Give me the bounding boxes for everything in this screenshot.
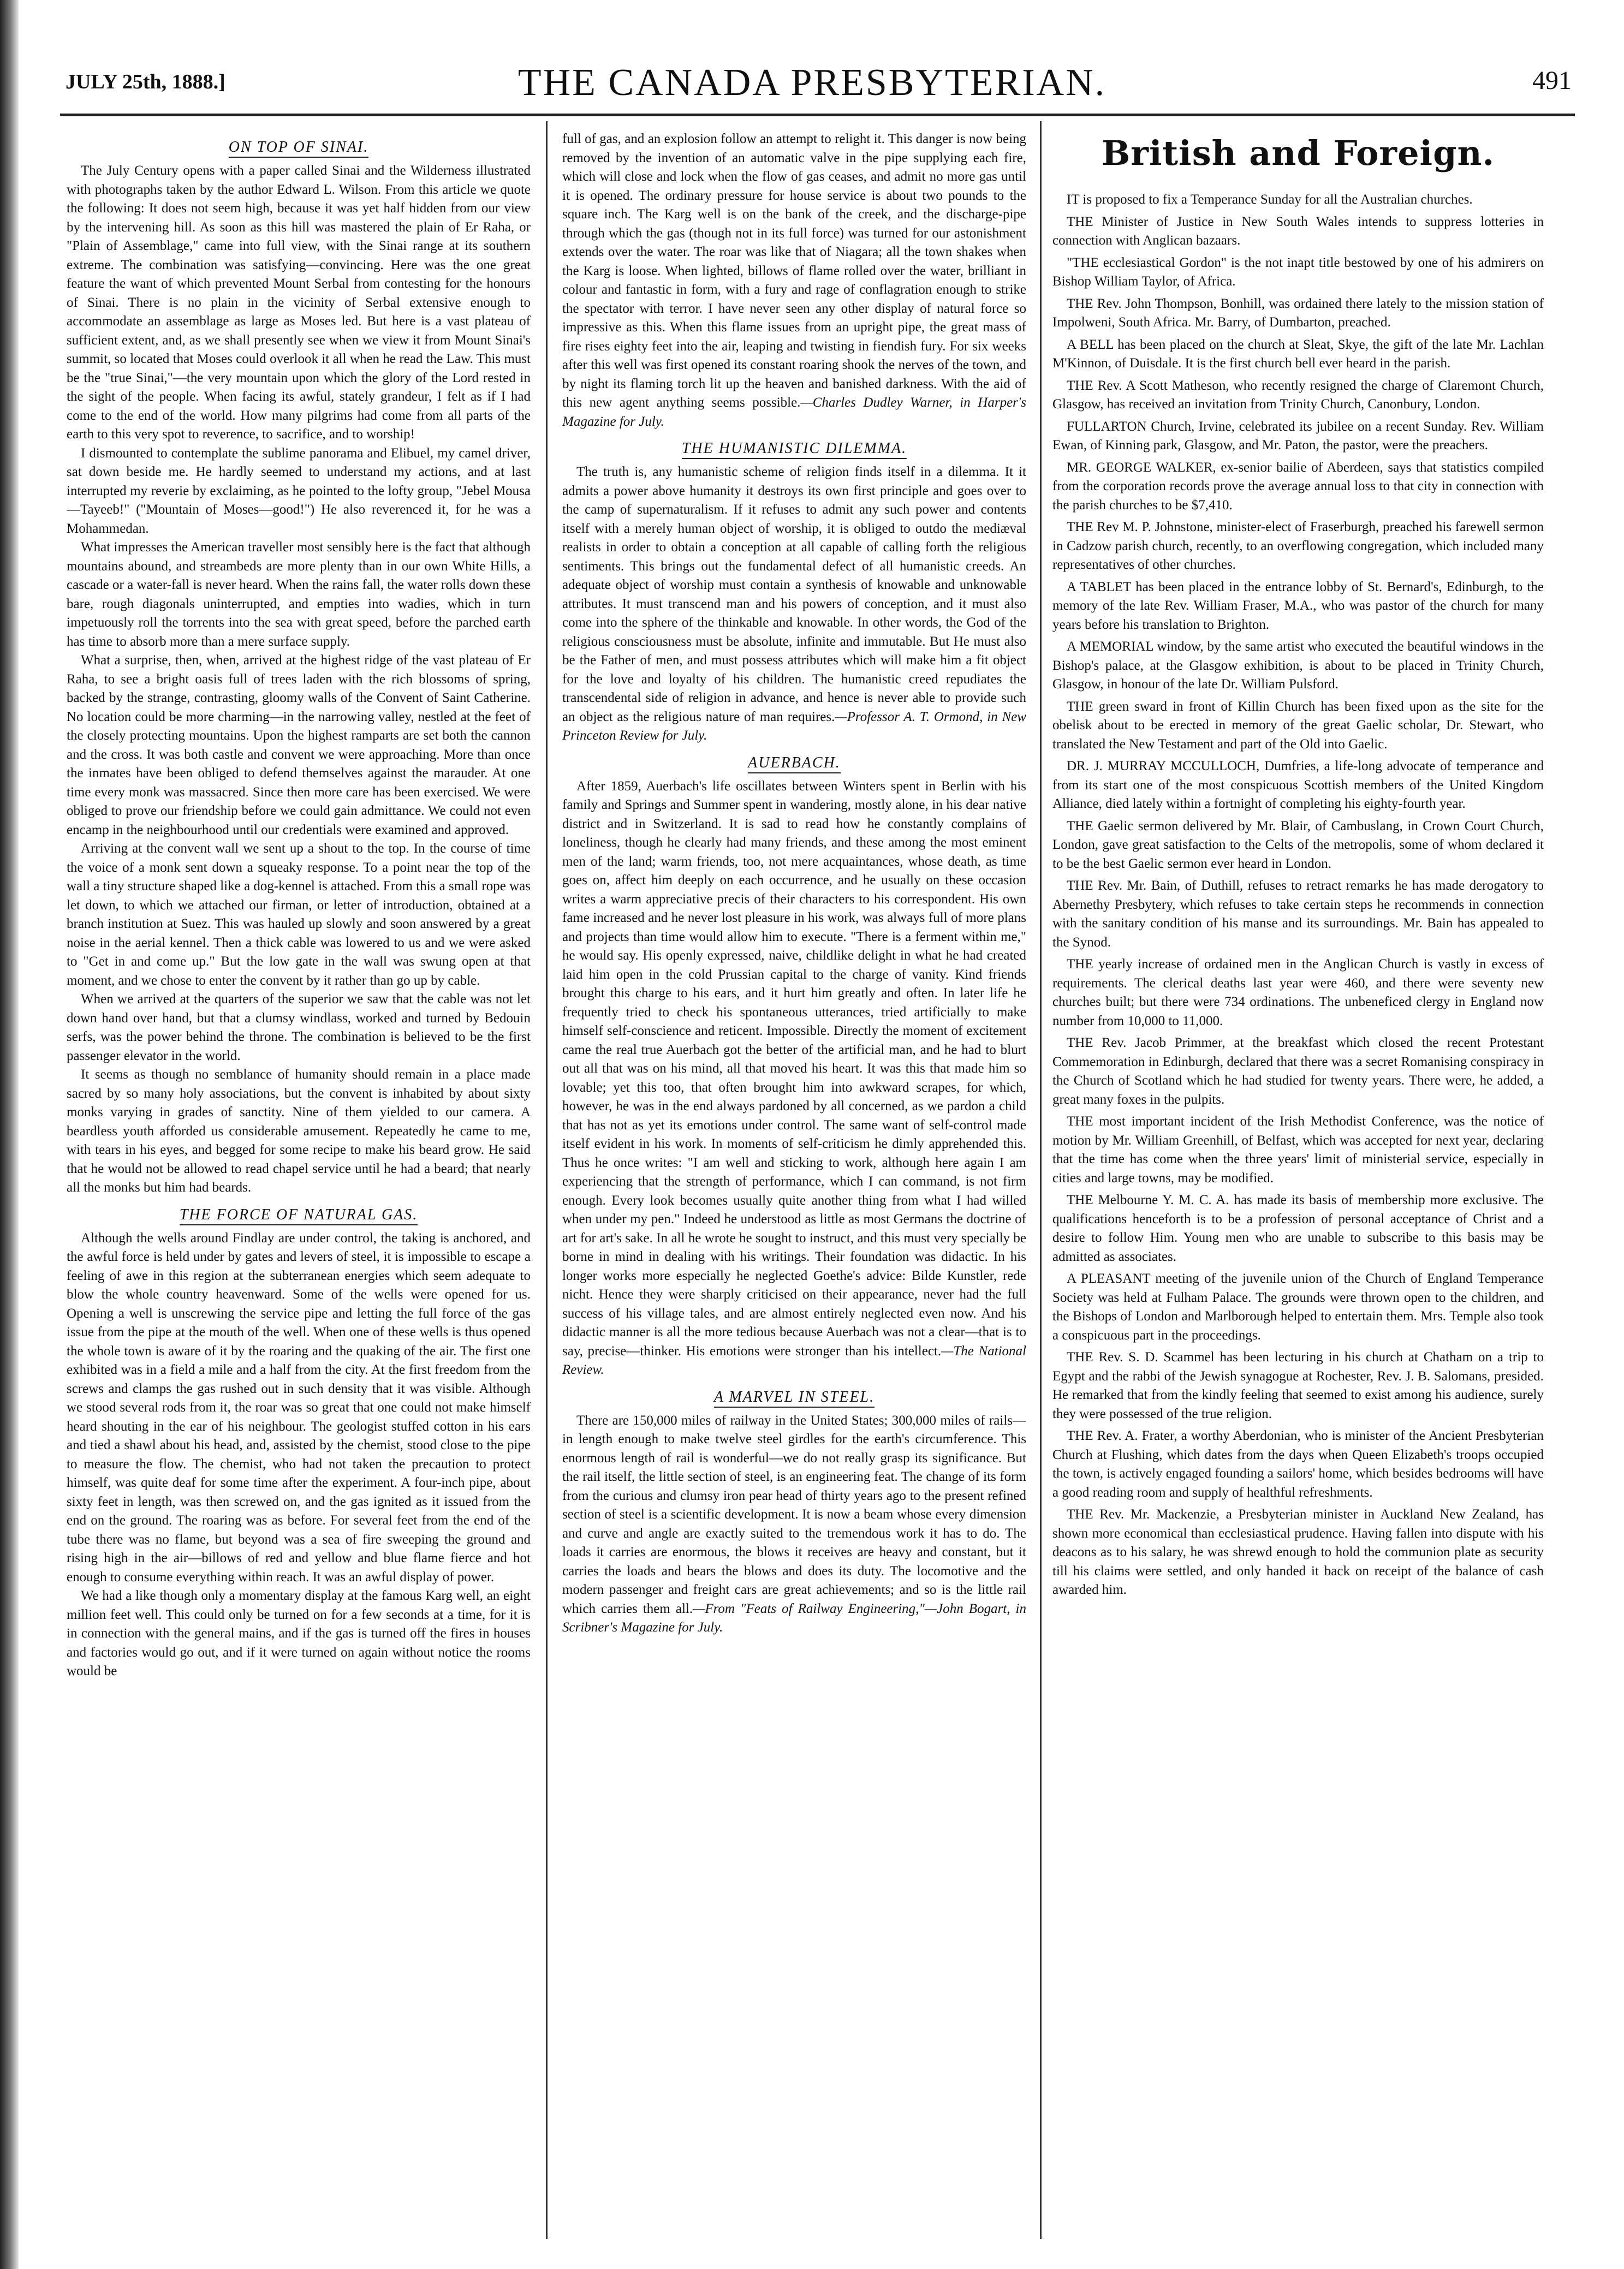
humanistic-source: —Professor A. T. Ormond, in New Princeton Review for July. [562, 709, 1026, 743]
news-item: IT is proposed to fix a Temperance Sunday for all the Australian churches. [1067, 192, 1473, 207]
news-item: THE most important incident of the Irish Methodist Conference, was the notice of motion by Mr. William Greenhill, of Belfast, which was accepted for next year, declaring that the time has come when the three years' limit of ministerial service, especially in cities and large towns, may be modified. [1052, 1114, 1544, 1186]
column-3 [1052, 130, 1544, 2248]
news-item: THE Rev. Mr. Bain, of Duthill, refuses to retract remarks he has made derogatory to Abernethy Presbytery, which refuses to take certain steps he recommends in connection with the sanitary condition of his manse and its surroundings. Mr. Bain has appealed to the Synod. [1052, 878, 1544, 950]
gas-source: —Charles Dudley Warner, in Harper's Magazine for July. [562, 395, 1026, 429]
sinai-paragraph: I dismounted to contemplate the sublime panorama and Elibuel, my camel driver, sat down beside me. He hardly seemed to understand my actions, and at last interrupted my reverie by exclaiming, as he pointed to the lofty group, "Jebel Mousa—Tayeeb!" ("Mountain of Moses—good!") He also reverenced it, for he was a Mohammedan. [67, 445, 531, 536]
sinai-paragraph: Arriving at the convent wall we sent up a shout to the top. In the course of time the voice of a monk sent down a squeaky response. To a point near the top of the wall a tiny structure shaped like a dog-kennel is attached. From this a small rope was let down, to which we attached our firman, or letter of introduction, obtained at a branch institution at Suez. This was hauled up slowly and soon answered by a great noise in the aerial kennel. Then a thick cable was lowered to us and we were asked to "Get in and come up." But the low gate in the wall was swung open at that moment, and we chose to enter the convent by it rather than go up by cable. [67, 841, 531, 988]
column-divider-1 [546, 121, 548, 2239]
news-item: A MEMORIAL window, by the same artist who executed the beautiful windows in the Bishop's palace, at the Glasgow exhibition, is about to be placed in Trinity Church, Glasgow, in honour of the late Dr. William Pulsford. [1052, 639, 1544, 692]
gas-paragraph: We had a like though only a momentary display at the famous Karg well, an eight million feet well. This could only be turned on for a few seconds at a time, for it is in connection with the general mains, and if the gas is turned off the fires in houses and factories would go out, and if it were turned on again without notice the rooms would be [67, 1588, 531, 1678]
column-1 [67, 130, 531, 2248]
news-item: MR. GEORGE WALKER, ex-senior bailie of Aberdeen, says that statistics compiled from the corporation records prove the average annual loss to that city in connection with the parish churches to be $7,410. [1052, 460, 1544, 513]
section-heading-natural-gas: THE FORCE OF NATURAL GAS. [67, 1206, 531, 1224]
news-item: "THE ecclesiastical Gordon" is the not inapt title bestowed by one of his admirers on Bishop William Taylor, of Africa. [1052, 255, 1544, 289]
gas-paragraph: Although the wells around Findlay are under control, the taking is anchored, and the awful force is held under by gates and levers of steel, it is impossible to escape a feeling of awe in this region at the subterranean energies which seem adequate to blow the whole country heavenward. Some of the wells were opened for us. Opening a well is unscrewing the service pipe and letting the full force of the gas issue from the pipe at the mouth of the well. When one of these wells is thus opened the whole town is aware of it by the roaring and the quaking of the air. The first one exhibited was in a field a mile and a half from the city. At the first freedom from the screws and clamps the gas rushed out in such density that it was visible. Although we stood several rods from it, the roar was so great that one could not make himself heard shouting in the ear of his neighbour. The geologist stuffed cotton in his ears and tied a shawl about his head, and, assisted by the chemist, stood close to the pipe to measure the flow. The chemist, who had not taken the precaution to protect himself, was quite deaf for some time after the experiment. A four-inch pipe, about sixty feet in length, was then screwed on, and the gas ignited as it issued from the end on the ground. The roaring was as before. For several feet from the end of the tube there was no flame, but beyond was a sea of fire sweeping the ground and rising high in the air—billows of red and yellow and blue flame fierce and hot enough to consume everything within reach. It was an awful display of power. [67, 1230, 531, 1585]
news-item: A BELL has been placed on the church at Sleat, Skye, the gift of the late Mr. Lachlan M'Kinnon, of Duisdale. It is the first church bell ever heard in the parish. [1052, 337, 1544, 371]
steel-source: —From "Feats of Railway Engineering,"—John Bogart, in Scribner's Magazine for July. [562, 1601, 1026, 1635]
news-item: THE Minister of Justice in New South Wales intends to suppress lotteries in connection with Anglican bazaars. [1052, 214, 1544, 248]
news-item: THE green sward in front of Killin Church has been fixed upon as the site for the obelisk about to be erected in memory of the great Gaelic scholar, Dr. Stewart, who translated the New Testament and part of the Old into Gaelic. [1052, 699, 1544, 752]
humanistic-paragraph: The truth is, any humanistic scheme of religion finds itself in a dilemma. It it admits a power above humanity it destroys its own first principle and goes over to the camp of supernaturalism. If it refuses to admit any such power and contents itself with a merely human object of worship, it is obliged to outdo the mediæval realists in order to obtain a conception at all capable of calling forth the religious sentiments. This brings out the fundamental defect of all humanistic creeds. An adequate object of worship must contain a synthesis of knowable and unknowable attributes. It must transcend man and his powers of conception, and it must also come into the sphere of the thinkable and knowable. In other words, the God of the religious consciousness must be absolute, infinite and immutable. But He must also be the Father of men, and must possess attributes which will make him a fit object for the love and loyalty of his children. The humanistic creed repudiates the transcendental side of religion in advance, and hence is never able to provide such an object as the religious nature of man requires.—Professor A. T. Ormond, in New Princeton Review for July. [562, 464, 1026, 743]
news-item: A TABLET has been placed in the entrance lobby of St. Bernard's, Edinburgh, to the memory of the late Rev. William Fraser, M.A., who was pastor of the church for many years before his translation to Brighton. [1052, 579, 1544, 632]
news-item: THE Rev. Mr. Mackenzie, a Presbyterian minister in Auckland New Zealand, has shown more economical than ecclesiastical prudence. Having fallen into dispute with his deacons as to his salary, he was shrewd enough to hold the communion plate as security till his claims were settled, and only handed it back on receipt of the balance of cash awarded him. [1052, 1507, 1544, 1597]
sinai-paragraph: When we arrived at the quarters of the superior we saw that the cable was not let down hand over hand, but that a clumsy windlass, worked and turned by Bedouin serfs, was the power behind the throne. The combination is believed to be the first passenger elevator in the world. [67, 992, 531, 1063]
page-number: 491 [1532, 66, 1572, 95]
section-heading-sinai: ON TOP OF SINAI. [67, 139, 531, 156]
news-item: THE Rev. A Scott Matheson, who recently resigned the charge of Claremont Church, Glasgow, has received an invitation from Trinity Church, Canonbury, London. [1052, 378, 1544, 412]
auerbach-paragraph: After 1859, Auerbach's life oscillates between Winters spent in Berlin with his family and Springs and Summer spent in wandering, mostly alone, in his dear native district and in Switzerland. It is sad to read how he constantly complains of loneliness, though he clearly had many friends, and these among the most eminent men of the land; warm friends, too, not mere acquaintances, whose death, as time goes on, affect him deeply on each occurrence, and he usually on these occasion writes a warm appreciative precis of their characters to his correspondent. His own fame increased and he never lost pleasure in his work, was always full of more plans and projects than time would allow him to execute. "There is a ferment within me," he would say. His openly expressed, naive, childlike delight in what he had created laid him open in the cold Prussian capital to the charge of vanity. Kind friends brought this charge to his ears, and it hurt him greatly and often. In later life he frequently tried to check his spontaneous utterances, tried artificially to make himself self-conscience and reticent. Impossible. Directly the moment of excitement came the real true Auerbach got the better of the artificial man, and he had to blurt out all that was on his mind, all that moved his heart. It was this that made him so lovable; yet this too, that often brought him into awkward scrapes, for which, however, he was in the end always pardoned by all concerned, as we pardon a child that has not as yet its emotions under control. The same want of self-control made itself evident in his work. In moments of self-criticism he dimly apprehended this. Thus he once writes: "I am well and sticking to work, although here again I am experiencing that the strength of performance, which I can command, is not firm enough. Every look becomes usually quite another thing from what I had willed when under my pen." Indeed he understood as little as most Germans the doctrine of art for art's sake. In all he wrote he sought to instruct, and this must very specially be borne in mind in dealing with his writings. Their foundation was didactic. In his longer works more especially he neglected Goethe's advice: Bilde Kunstler, rede nicht. Hence they were sharply criticised on their appearance, never had the full success of his village tales, and are almost entirely neglected even now. And his didactic manner is all the more tedious because Auerbach was not a clear—that is to say, precise—thinker. His emotions were stronger than his intellect.—The National Review. [562, 778, 1026, 1377]
gas-continued-paragraph: full of gas, and an explosion follow an attempt to relight it. This danger is now being removed by the invention of an automatic valve in the pipe supplying each fire, which will close and lock when the flow of gas ceases, and admit no more gas until it is opened. The ordinary pressure for house service is about two pounds to the square inch. The Karg well is on the bank of the creek, and the discharge-pipe through which the gas (though not in its full force) was turned for our astonishment extends over the water. The roar was like that of Niagara; all the town shakes when the Karg is loose. When lighted, billows of flame rolled over the water, brilliant in colour and fantastic in form, with a fury and rage of conflagration enough to strike the spectator with terror. I have never seen any other display of natural force so impressive as this. When this flame issues from an upright pipe, the great mass of fire rises eighty feet into the air, leaping and twisting in fiendish fury. For six weeks after this well was first opened its constant roaring shook the nerves of the town, and by night its flaming torch lit up the heaven and banished darkness. With the aid of this new agent anything seems possible.—Charles Dudley Warner, in Harper's Magazine for July. [562, 132, 1026, 429]
news-item: THE Melbourne Y. M. C. A. has made its basis of membership more exclusive. The qualifications henceforth is to be a profession of personal acceptance of Christ and a desire to follow Him. Young men who are unable to subscribe to this basis may be admitted as associates. [1052, 1193, 1544, 1264]
news-item: THE Rev M. P. Johnstone, minister-elect of Fraserburgh, preached his farewell sermon in Cadzow parish church, recently, to an overflowing congregation, which included many representatives of other churches. [1052, 520, 1544, 572]
news-item: A PLEASANT meeting of the juvenile union of the Church of England Temperance Society was held at Fulham Palace. The grounds were thrown open to the children, and the Bishops of London and Marlborough helped to entertain them. Mrs. Temple also took a conspicuous part in the proceedings. [1052, 1271, 1544, 1343]
section-heading-humanistic: THE HUMANISTIC DILEMMA. [562, 440, 1026, 457]
scanned-page-edge [0, 0, 19, 2269]
news-item: THE Gaelic sermon delivered by Mr. Blair, of Cambuslang, in Crown Court Church, London, gave great satisfaction to the Celts of the metropolis, some of whom declared it to be the best Gaelic sermon ever heard in London. [1052, 818, 1544, 871]
news-item: THE Rev. S. D. Scammel has been lecturing in his church at Chatham on a trip to Egypt and the rabbi of the Jewish synagogue at Rochester, Rev. J. B. Salomans, presided. He remarked that from the kindly feeling that seemed to exist among his audience, surely they were possessed of the true religion. [1052, 1350, 1544, 1421]
masthead-title: THE CANADA PRESBYTERIAN. [517, 62, 1107, 104]
column-2 [562, 130, 1026, 2248]
issue-date: JULY 25th, 1888.] [66, 70, 225, 93]
auerbach-source: —The National Review. [562, 1343, 1026, 1377]
sinai-paragraph: What a surprise, then, when, arrived at the highest ridge of the vast plateau of Er Raha, to see a bright oasis full of trees laden with the rich blossoms of spring, backed by the strange, contrasting, gloomy walls of the Convent of Saint Catherine. No location could be more charming—in the narrowing valley, nestled at the feet of the closely protecting mountains. Upon the highest ramparts are set both the cannon and the cross. It was both castle and convent we were approaching. More than once the inmates have been obliged to defend themselves against the marauder. At one time every monk was massacred. Since then more care has been exercised. We were obliged to prove our friendship before we could gain admittance. We could not even encamp in the neighbourhood until our credentials were examined and approved. [67, 653, 531, 837]
news-item: THE Rev. A. Frater, a worthy Aberdonian, who is minister of the Ancient Presbyterian Church at Flushing, which dates from the days when Queen Elizabeth's troops occupied the town, is actively engaged founding a sailors' home, which besides bedrooms will have a good reading room and supply of healthful refreshments. [1052, 1428, 1544, 1500]
header-rule [60, 114, 1575, 116]
news-item: THE Rev. Jacob Primmer, at the breakfast which closed the recent Protestant Commemoration in Edinburgh, declared that there was a secret Romanising conspiracy in the Church of Scotland which he had studied for twenty years. There were, he added, a great many foxes in the pulpits. [1052, 1035, 1544, 1107]
sinai-paragraph: The July Century opens with a paper called Sinai and the Wilderness illustrated with photographs taken by the author Edward L. Wilson. From this article we quote the following: It does not seem high, because it was yet half hidden from our view by the intervening hill. As soon as this hill was mastered the plain of Er Raha, or "Plain of Assemblage," came into full view, with the Sinai range at its southern extreme. The combination was satisfying—convincing. Here was the one great feature the want of which prevented Mount Serbal from contesting for the honours of Sinai. There is no plain in the vicinity of Serbal extensive enough to accommodate an assemblage as large as Moses led. But here is a vast plateau of sufficient extent, and, as we shall presently see when we view it from Mount Sinai's summit, so located that Moses could overlook it all when he read the Law. This must be the "true Sinai,"—the very mountain upon which the glory of the Lord rested in the sight of the people. When facing its awful, stately grandeur, I felt as if I had come to the end of the world. How many pilgrims had come from all parts of the earth to this very spot to reverence, to sacrifice, and to worship! [67, 163, 531, 442]
column-divider-2 [1040, 121, 1042, 2239]
steel-paragraph: There are 150,000 miles of railway in the United States; 300,000 miles of rails—in length enough to make twelve steel girdles for the earth's circumference. This enormous length of rail is wonderful—we do not really grasp its significance. But the rail itself, the little section of steel, is an engineering feat. The change of its form from the curious and clumsy iron pear head of thirty years ago to the present refined section of steel is a scientific development. It is now a beam whose every dimension and curve and angle are exactly suited to the tremendous work it has to do. The loads it carries are enormous, the blows it receives are heavy and constant, but it carries the loads and bears the blows and does its duty. The locomotive and the modern passenger and freight cars are great achievements; and so is the little rail which carries them all.—From "Feats of Railway Engineering,"—John Bogart, in Scribner's Magazine for July. [562, 1413, 1026, 1635]
news-item: THE yearly increase of ordained men in the Anglican Church is vastly in excess of requirements. The clerical deaths last year were 460, and there were seventy new churches built; but there were 734 ordinations. The unbeneficed clergy in England now number from 10,000 to 11,000. [1052, 957, 1544, 1028]
section-heading-auerbach: AUERBACH. [562, 754, 1026, 772]
news-item-list [1052, 190, 1544, 1600]
section-heading-steel: A MARVEL IN STEEL. [562, 1389, 1026, 1406]
sinai-paragraph: It seems as though no semblance of humanity should remain in a place made sacred by so many holy associations, but the convent is inhabited by about sixty monks varying in grades of sanctity. Nine of them yielded to our camera. A beardless youth afforded us considerable amusement. Repeatedly he came to me, with tears in his eyes, and begged for some recipe to make his beard grow. He said that he would not be allowed to read chapel service until he had a beard; that nearly all the monks but him had beards. [67, 1067, 531, 1195]
news-item: THE Rev. John Thompson, Bonhill, was ordained there lately to the mission station of Impolweni, South Africa. Mr. Barry, of Dumbarton, preached. [1052, 296, 1544, 330]
news-item: DR. J. MURRAY MCCULLOCH, Dumfries, a life-long advocate of temperance and from its start one of the most conspicuous Scottish members of the United Kingdom Alliance, died lately within a fortnight of completing his eighty-fourth year. [1052, 759, 1544, 811]
sinai-paragraph: What impresses the American traveller most sensibly here is the fact that although mountains abound, and streambeds are more plenty than in our own White Hills, a cascade or a water-fall is never heard. When the rains fall, the water rolls down these bare, rough diagonals uninterrupted, and empties into wadies, which in turn impetuously roll the torrents into the sea with great speed, before the parched earth has time to absorb more than a mere surface supply. [67, 540, 531, 649]
news-item: FULLARTON Church, Irvine, celebrated its jubilee on a recent Sunday. Rev. William Ewan, of Kinning park, Glasgow, and Mr. Paton, the pastor, were the preachers. [1052, 419, 1544, 452]
british-and-foreign-heading: British and Foreign. [1101, 133, 1495, 173]
